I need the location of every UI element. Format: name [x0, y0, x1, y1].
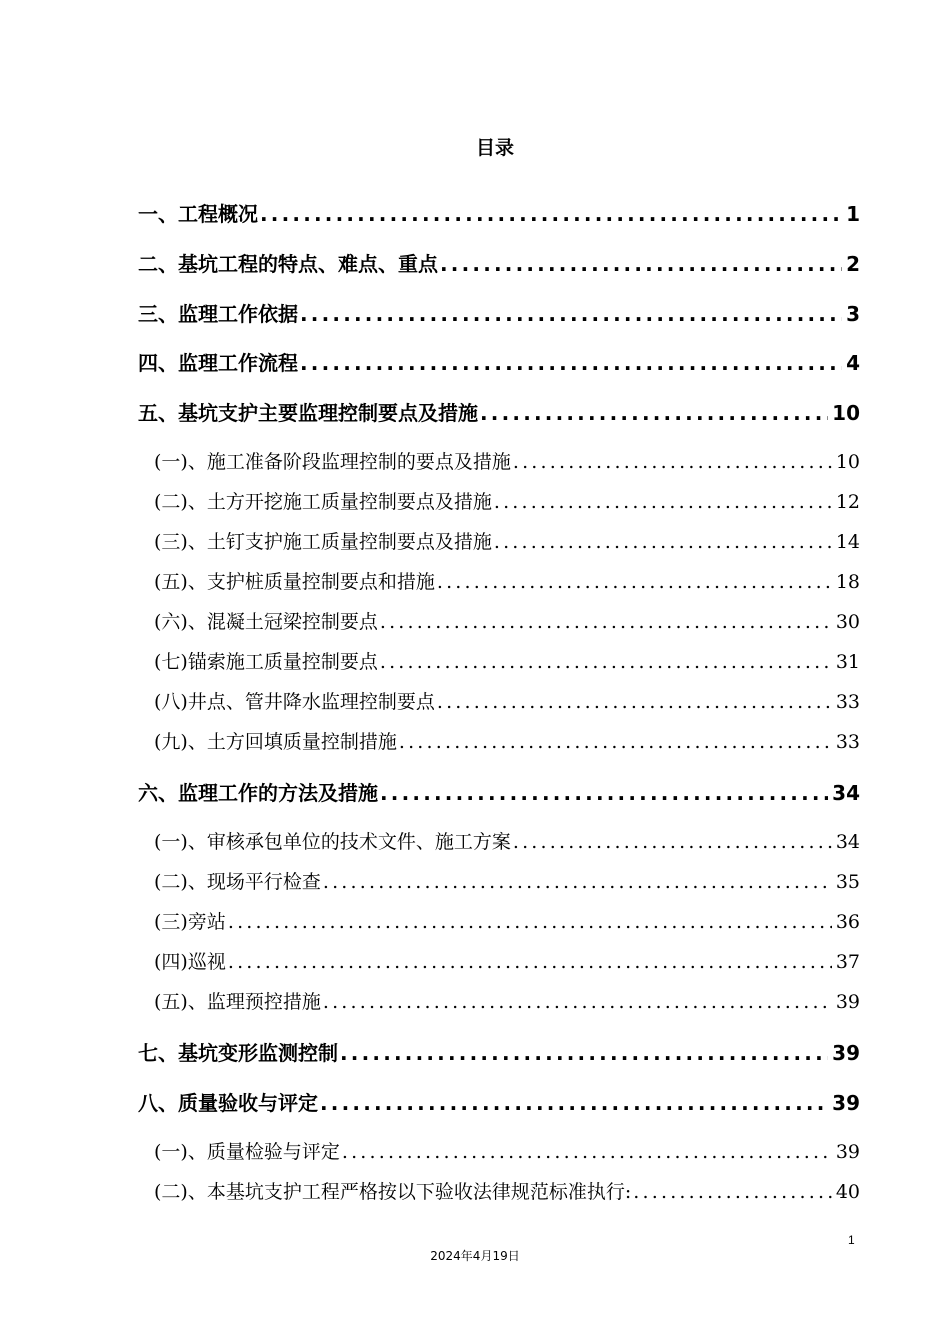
toc-dot-leader — [260, 202, 842, 226]
toc-entry[interactable] — [138, 1037, 860, 1066]
toc-dot-leader — [300, 351, 842, 375]
toc-entry-page: 35 — [835, 871, 860, 893]
toc-entry-label: 一、工程概况 — [138, 202, 258, 226]
toc-entry[interactable] — [138, 487, 860, 514]
toc-dot-leader — [440, 252, 842, 276]
toc-entry[interactable] — [138, 527, 860, 554]
toc-dot-leader — [380, 781, 828, 805]
toc-entry[interactable] — [138, 727, 860, 754]
toc-entry-label: (四)巡视 — [154, 951, 226, 973]
toc-entry[interactable] — [138, 198, 860, 227]
toc-entry-label: (二)、土方开挖施工质量控制要点及措施 — [154, 491, 492, 513]
toc-entry-label: (五)、监理预控措施 — [154, 991, 321, 1013]
page-title: 目录 — [475, 137, 514, 159]
toc-entry-page: 30 — [835, 611, 860, 633]
toc-entry-page: 36 — [835, 911, 860, 933]
toc-entry-label: 四、监理工作流程 — [138, 351, 298, 375]
toc-dot-leader — [513, 451, 832, 473]
toc-entry[interactable] — [138, 947, 860, 974]
toc-dot-leader — [323, 991, 832, 1013]
toc-entry[interactable] — [138, 248, 860, 277]
toc-entry-label: (一)、质量检验与评定 — [154, 1141, 340, 1163]
toc-entry-page: 40 — [835, 1181, 860, 1203]
toc-entry[interactable] — [138, 1087, 860, 1116]
toc-dot-leader — [494, 531, 832, 553]
toc-entry[interactable] — [138, 827, 860, 854]
toc-entry-page: 12 — [835, 491, 860, 513]
toc-entry-label: (二)、本基坑支护工程严格按以下验收法律规范标准执行: — [154, 1181, 632, 1203]
toc-dot-leader — [340, 1041, 828, 1065]
toc-dot-leader — [228, 951, 832, 973]
toc-entry-page: 39 — [835, 1141, 860, 1163]
toc-entry-page: 39 — [832, 1041, 860, 1065]
toc-dot-leader — [380, 651, 832, 673]
toc-entry-label: (八)井点、管井降水监理控制要点 — [154, 691, 435, 713]
toc-entry-page: 10 — [832, 401, 860, 425]
toc-entry-label: 五、基坑支护主要监理控制要点及措施 — [138, 401, 478, 425]
toc-entry-page: 37 — [835, 951, 860, 973]
toc-entry-label: (五)、支护桩质量控制要点和措施 — [154, 571, 435, 593]
toc-entry-label: (一)、施工准备阶段监理控制的要点及措施 — [154, 451, 511, 473]
toc-dot-leader — [323, 871, 832, 893]
toc-entry-page: 2 — [846, 252, 860, 276]
toc-dot-leader — [380, 611, 832, 633]
toc-entry-label: (二)、现场平行检查 — [154, 871, 321, 893]
toc-entry-page: 1 — [846, 202, 860, 226]
toc-entry-label: 二、基坑工程的特点、难点、重点 — [138, 252, 438, 276]
toc-entry[interactable] — [138, 647, 860, 674]
toc-entry-page: 39 — [832, 1091, 860, 1115]
toc-entry-page: 31 — [835, 651, 860, 673]
toc-entry[interactable] — [138, 1177, 860, 1204]
toc-entry[interactable] — [138, 347, 860, 376]
toc-entry-label: 三、监理工作依据 — [138, 302, 298, 326]
toc-dot-leader — [228, 911, 832, 933]
toc-entry[interactable] — [138, 987, 860, 1014]
toc-entry-page: 14 — [835, 531, 860, 553]
toc-dot-leader — [399, 731, 832, 753]
toc-entry-page: 33 — [835, 731, 860, 753]
toc-entry[interactable] — [138, 777, 860, 806]
toc-entry[interactable] — [138, 907, 860, 934]
toc-entry[interactable] — [138, 298, 860, 327]
footer-date: 2024年4月19日 — [430, 1249, 520, 1263]
toc-entry-label: 七、基坑变形监测控制 — [138, 1041, 338, 1065]
toc-entry-label: (三)旁站 — [154, 911, 226, 933]
toc-entry[interactable] — [138, 867, 860, 894]
toc-entry-page: 34 — [835, 831, 860, 853]
toc-entry-page: 34 — [832, 781, 860, 805]
toc-dot-leader — [437, 691, 832, 713]
toc-entry-label: (三)、土钉支护施工质量控制要点及措施 — [154, 531, 492, 553]
toc-entry-label: (六)、混凝土冠梁控制要点 — [154, 611, 378, 633]
toc-dot-leader — [513, 831, 832, 853]
toc-dot-leader — [320, 1091, 828, 1115]
toc-entry-page: 10 — [835, 451, 860, 473]
toc-entry-page: 4 — [846, 351, 860, 375]
toc-dot-leader — [480, 401, 828, 425]
toc-entry[interactable] — [138, 607, 860, 634]
toc-entry-label: (一)、审核承包单位的技术文件、施工方案 — [154, 831, 511, 853]
toc-entry-page: 3 — [846, 302, 860, 326]
toc-entry-page: 33 — [835, 691, 860, 713]
toc-dot-leader — [494, 491, 832, 513]
toc-entry[interactable] — [138, 687, 860, 714]
toc-entry-label: (九)、土方回填质量控制措施 — [154, 731, 397, 753]
toc-dot-leader — [437, 571, 832, 593]
toc-entry[interactable] — [138, 1137, 860, 1164]
toc-entry-page: 39 — [835, 991, 860, 1013]
toc-entry[interactable] — [138, 447, 860, 474]
page-number: 1 — [848, 1233, 855, 1247]
toc-dot-leader — [342, 1141, 832, 1163]
toc-entry[interactable] — [138, 567, 860, 594]
toc-entry-label: 八、质量验收与评定 — [138, 1091, 318, 1115]
toc-entry-label: (七)锚索施工质量控制要点 — [154, 651, 378, 673]
toc-entry-label: 六、监理工作的方法及措施 — [138, 781, 378, 805]
toc-entry[interactable] — [138, 397, 860, 426]
toc-entry-page: 18 — [835, 571, 860, 593]
toc-dot-leader — [300, 302, 842, 326]
toc-dot-leader — [633, 1181, 832, 1203]
